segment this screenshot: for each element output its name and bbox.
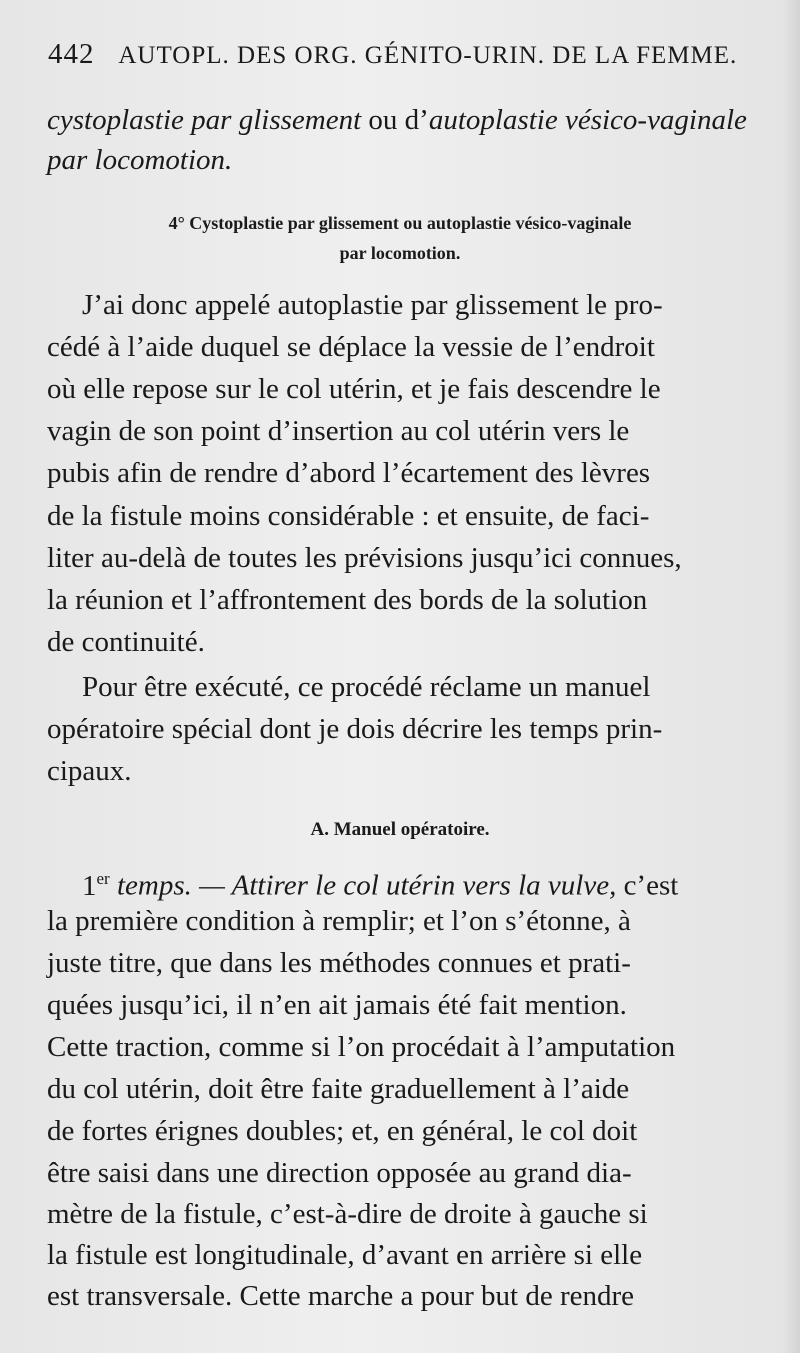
text-fragment: c’est [616, 869, 679, 902]
text-line: est transversale. Cette marche a pour but de rendre [47, 1280, 634, 1312]
paragraph-start: J’ai donc appelé autoplastie par glissement le pro- [82, 289, 663, 321]
text-line: être saisi dans une direction opposée au grand dia- [47, 1157, 632, 1189]
text-line: la fistule est longitudinale, d’avant en arrière si elle [47, 1239, 643, 1271]
text-line: de la fistule moins considérable : et ensuite, de faci- [47, 500, 650, 532]
text-line: opératoire spécial dont je dois décrire les temps prin- [47, 713, 663, 745]
text-line [47, 670, 737, 704]
ordinal-suffix: er [96, 869, 110, 888]
running-header [48, 38, 748, 71]
text-fragment: ou d’ [361, 104, 429, 136]
text-line: la réunion et l’affrontement des bords de la solution [47, 584, 648, 616]
text-line: quées jusqu’ici, il n’en ait jamais été fait mention. [47, 989, 627, 1021]
text-line: par locomotion. [47, 144, 233, 176]
text-line [47, 288, 737, 322]
text-line [47, 103, 747, 137]
text-line: Cette traction, comme si l’on procédait à l’amputation [47, 1031, 676, 1063]
ordinal: 1 [82, 869, 97, 902]
text-line: la première condition à remplir; et l’on s’étonne, à [47, 905, 631, 937]
italic-phrase: autoplastie vésico-vaginale [428, 104, 747, 136]
text-line: où elle repose sur le col utérin, et je fais descendre le [47, 373, 661, 405]
italic-phrase: temps. — Attirer le col utérin vers la vulve, [109, 869, 617, 902]
page-number: 442 [48, 38, 95, 70]
text-line: pubis afin de rendre d’abord l’écartement des lèvres [47, 457, 651, 489]
paragraph-start: Pour être exécuté, ce procédé réclame un manuel [82, 671, 651, 703]
text-line [47, 862, 737, 903]
italic-phrase: cystoplastie par glissement [47, 104, 362, 136]
text-line: mètre de la fistule, c’est-à-dire de droite à gauche si [47, 1198, 648, 1230]
text-line: de continuité. [47, 626, 205, 658]
text-line: du col utérin, doit être faite graduellement à l’aide [47, 1073, 630, 1105]
page-edge-shadow [782, 0, 800, 1353]
text-line: cipaux. [47, 755, 132, 787]
section-heading: par locomotion. [339, 243, 461, 263]
section-heading: 4° Cystoplastie par glissement ou autoplastie vésico-vaginale [168, 213, 632, 233]
text-line: vagin de son point d’insertion au col utérin vers le [47, 415, 630, 447]
text-line: juste titre, que dans les méthodes connues et prati- [47, 947, 631, 979]
section-heading: A. Manuel opératoire. [310, 819, 490, 840]
text-line: de fortes érignes doubles; et, en général, le col doit [47, 1115, 638, 1147]
text-line: liter au-delà de toutes les prévisions jusqu’ici connues, [47, 542, 682, 574]
text-line: cédé à l’aide duquel se déplace la vessie de l’endroit [47, 331, 655, 363]
running-title: AUTOPL. DES ORG. GÉNITO-URIN. DE LA FEMME. [118, 42, 738, 69]
